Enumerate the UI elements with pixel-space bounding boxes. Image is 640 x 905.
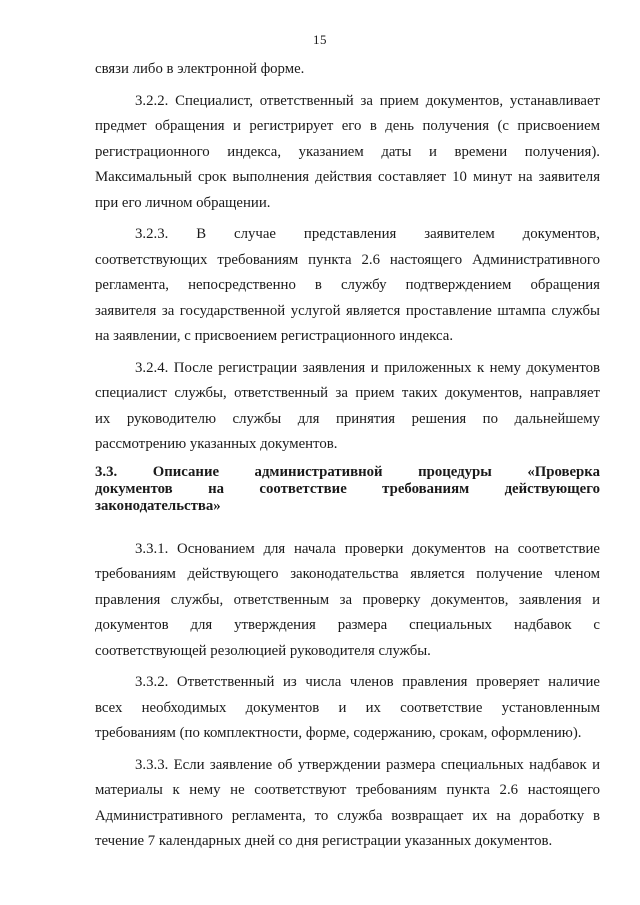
text-line: соответствующих требованиям пункта 2.6 настоящего Административного (95, 251, 600, 268)
heading-line: законодательства» (95, 497, 221, 514)
text-line: 3.3.2. Ответственный из числа членов правления проверяет наличие (135, 674, 600, 690)
text-line: регламента, непосредственно в службу подтверждением обращения (95, 277, 600, 293)
text-line: их руководителю службы для принятия решения по дальнейшему (95, 410, 600, 427)
text-line: заявителя за государственной услугой является проставление штампа службы (95, 302, 600, 319)
text-line: 3.3.1. Основанием для начала проверки документов на соответствие (135, 540, 600, 557)
text-line: всех необходимых документов и их соответствие установленным (95, 699, 600, 716)
paragraph-p322 (95, 89, 600, 217)
text-line: на заявлении, с присвоением регистрационного индекса. (95, 328, 454, 344)
text-line: документов для утверждения размера специальных надбавок с (95, 617, 600, 633)
text-line: специалист службы, ответственный за прием таких документов, направляет (95, 385, 600, 401)
heading-line: документов на соответствие требованиям действующего (95, 480, 600, 497)
text-line: течение 7 календарных дней со дня регистрации указанных документов. (95, 833, 553, 849)
text-line: регистрационного индекса, указанием даты и времени получения). (95, 143, 600, 160)
paragraph-spacer (95, 515, 600, 537)
text-line: соответствующей резолюцией руководителя службы. (95, 642, 431, 659)
text-line: Максимальный срок выполнения действия составляет 10 минут на заявителя (95, 169, 600, 185)
text-line: 3.2.3. В случае представления заявителем документов, (135, 226, 600, 242)
paragraph-p1 (95, 57, 600, 83)
text-line: материалы к нему не соответствуют требованиям пункта 2.6 настоящего (95, 782, 600, 798)
paragraph-p323 (95, 222, 600, 350)
text-line: требованиям (по комплектности, форме, содержанию, срокам, оформлению). (95, 725, 582, 741)
paragraph-p324 (95, 356, 600, 458)
text-line: 3.2.4. После регистрации заявления и приложенных к нему документов (135, 359, 600, 376)
text-line: при его личном обращении. (95, 194, 271, 211)
text-line: правления службы, ответственным за проверку документов, заявления и (95, 591, 600, 608)
text-line: 3.3.3. Если заявление об утверждении размера специальных надбавок и (135, 756, 600, 773)
text-line: Административного регламента, то служба возвращает их на доработку в (95, 807, 600, 824)
heading-line: 3.3. Описание административной процедуры «Проверка (95, 463, 600, 480)
text-line: требованиям действующего законодательства является получение членом (95, 566, 600, 582)
page-number: 15 (313, 32, 327, 47)
text-line: предмет обращения и регистрирует его в день получения (с присвоением (95, 118, 600, 134)
text-line: связи либо в электронной форме. (95, 61, 305, 77)
paragraph-p333 (95, 753, 600, 855)
document-body (95, 57, 600, 855)
paragraph-p331 (95, 537, 600, 665)
text-line: 3.2.2. Специалист, ответственный за прием документов, устанавливает (135, 92, 600, 109)
section-heading (95, 464, 600, 515)
paragraph-p332 (95, 670, 600, 747)
text-line: рассмотрению указанных документов. (95, 436, 338, 452)
